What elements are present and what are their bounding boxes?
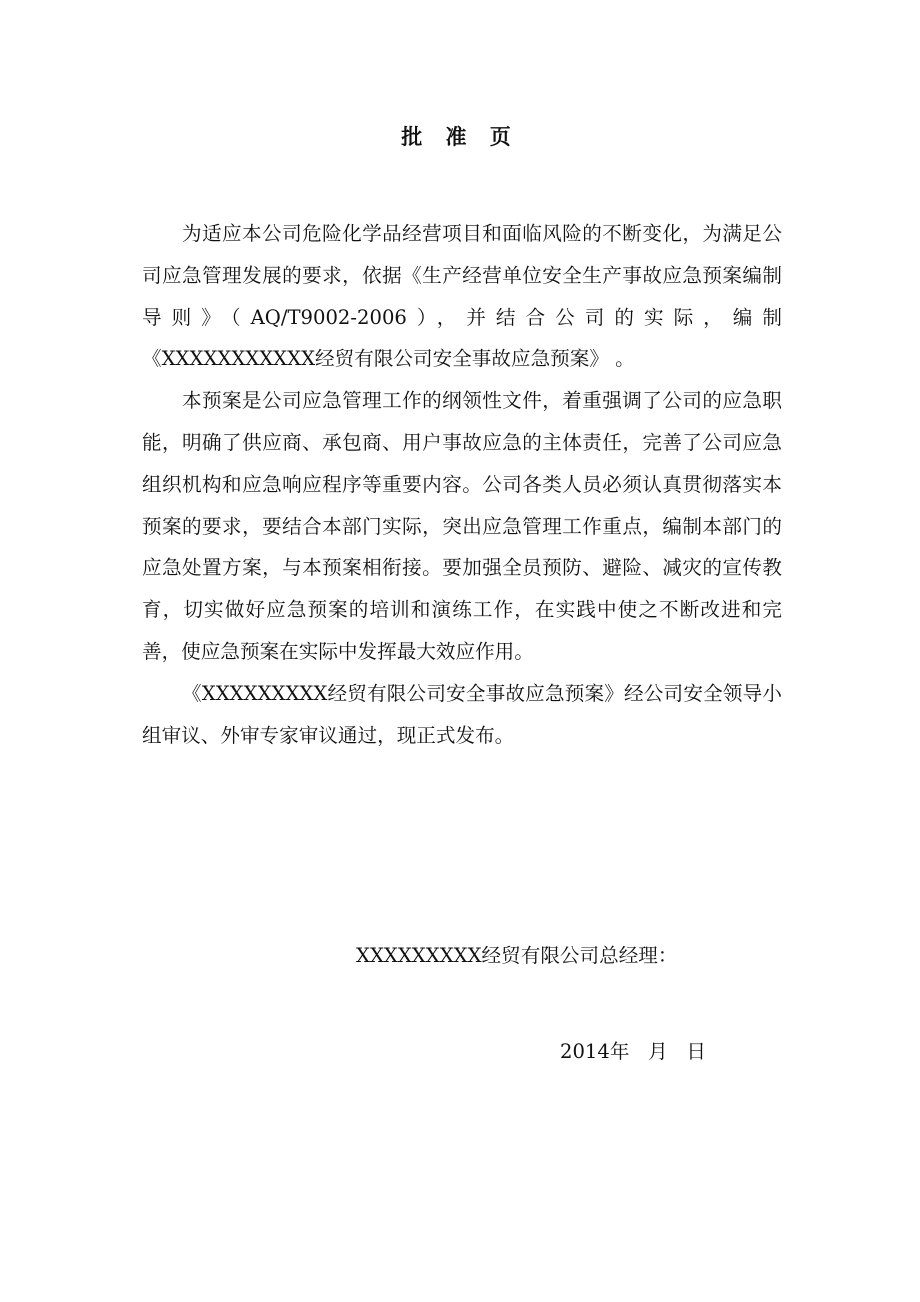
paragraph-purpose: 为适应本公司危险化学品经营项目和面临风险的不断变化，为满足公司应急管理发展的要求，依据《生产经营单位安全生产事故应急预案编制导则》（AQ/T9002-2006），并结合公司的实际，编制《XXXXXXXXXXX经贸有限公司安全事故应急预案》 。: [142, 222, 782, 371]
signature-company: XXXXXXXXX经贸有限公司总经理：: [356, 944, 678, 967]
signature-date: 2014年 月 日: [560, 1040, 707, 1063]
page-title: 批 准 页: [401, 124, 519, 149]
paragraph-description: 本预案是公司应急管理工作的纲领性文件，着重强调了公司的应急职能，明确了供应商、承包商、用户事故应急的主体责任，完善了公司应急组织机构和应急响应程序等重要内容。公司各类人员必须认真贯彻落实本预案的要求，要结合本部门实际，突出应急管理工作重点，编制本部门的应急处置方案，与本预案相衔接。要加强全员预防、避险、减灾的宣传教育，切实做好应急预案的培训和演练工作，在实践中使之不断改进和完善，使应急预案在实际中发挥最大效应作用。: [142, 389, 782, 663]
paragraph-approval: 《XXXXXXXXX经贸有限公司安全事故应急预案》经公司安全领导小组审议、外审专家审议通过，现正式发布。: [142, 681, 782, 747]
document-body: [142, 213, 782, 756]
